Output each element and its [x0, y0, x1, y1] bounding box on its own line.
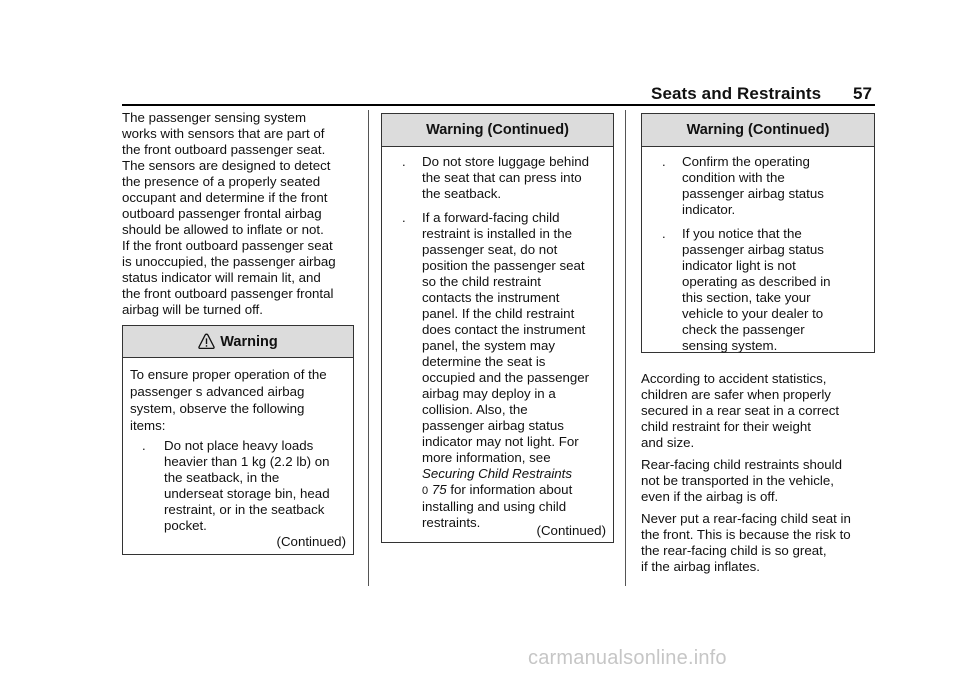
cross-reference-title[interactable]: Securing Child Restraints [422, 466, 573, 481]
list-item [130, 438, 347, 534]
page-reference-icon: 0 [422, 485, 429, 497]
warning-body-text: To ensure proper operation of the passenger s advanced airbag system, observe the following items: [130, 367, 327, 433]
bullet-text: Do not store luggage behind the seat that can press into the seatback. [422, 154, 590, 201]
paragraph-never-front: Never put a rear-facing child seat in the front. This is because the risk to the rear-facing child is so great, if the airbag inflates. [641, 511, 851, 574]
cross-reference-line [422, 482, 607, 499]
continued-label: (Continued) [276, 534, 346, 549]
bullet-text-end: installing and using child restraints. [422, 499, 567, 530]
continued-label: (Continued) [536, 523, 606, 538]
bullet-text: If a forward-facing child restraint is installed in the passenger seat, do not position the passenger seat so the child restraint contacts the instrument panel. If the child restraint does contact the instrument panel, the system may determine the seat is occupied and the passenger airbag may deploy in a collision. Also, the passenger airbag status indicator may not light. For more information, see [422, 210, 590, 465]
bullet-marker: . [662, 226, 666, 241]
list-item [650, 226, 868, 354]
section-title: Seats and Restraints [651, 84, 822, 103]
bullet-marker: . [402, 154, 406, 169]
bullet-marker: . [142, 438, 146, 453]
warning-box-3 [641, 113, 875, 353]
bullet-text: Do not place heavy loads heavier than 1 kg (2.2 lb) on the seatback, in the underseat storage bin, head restraint, or in the seatback pocket. [164, 438, 330, 533]
warning-title: Warning [220, 334, 278, 350]
list-item [390, 210, 607, 531]
watermark-text: carmanualsonline.info [528, 647, 727, 669]
paragraph-accident-statistics: According to accident statistics, children are safer when properly secured in a rear seat in a correct child restraint for their weight and size. [641, 371, 840, 450]
cross-reference-tail: for information about [446, 482, 573, 497]
warning-header: Warning (Continued) [382, 114, 613, 147]
list-item [650, 154, 868, 218]
column-divider-2 [625, 110, 626, 586]
warning-box-1 [122, 325, 354, 555]
warning-header [123, 326, 353, 358]
warning-box-2 [381, 113, 614, 543]
bullet-text: Confirm the operating condition with the passenger airbag status indicator. [682, 154, 824, 217]
bullet-text: If you notice that the passenger airbag status indicator light is not operating as described in this section, take your vehicle to your dealer to check the passenger sensing system. [682, 226, 831, 353]
paragraph-rear-facing: Rear-facing child restraints should not be transported in the vehicle, even if the airbag is off. [641, 457, 843, 504]
list-item [390, 154, 607, 202]
cross-reference-page[interactable]: 75 [431, 482, 447, 497]
bullet-marker: . [402, 210, 406, 225]
page-number: 57 [853, 84, 872, 103]
header-rule [122, 104, 875, 106]
warning-header: Warning (Continued) [642, 114, 874, 147]
intro-paragraph: The passenger sensing system works with sensors that are part of the front outboard passenger seat. The sensors are designed to detect the presence of a properly seated occupant and determine if the front outboard passenger frontal airbag should be allowed to inflate or not. If the front outboard passenger seat is unoccupied, the passenger airbag status indicator will remain lit, and the front outboard passenger frontal airbag will be turned off. [122, 110, 336, 317]
column-divider-1 [368, 110, 369, 586]
bullet-marker: . [662, 154, 666, 169]
